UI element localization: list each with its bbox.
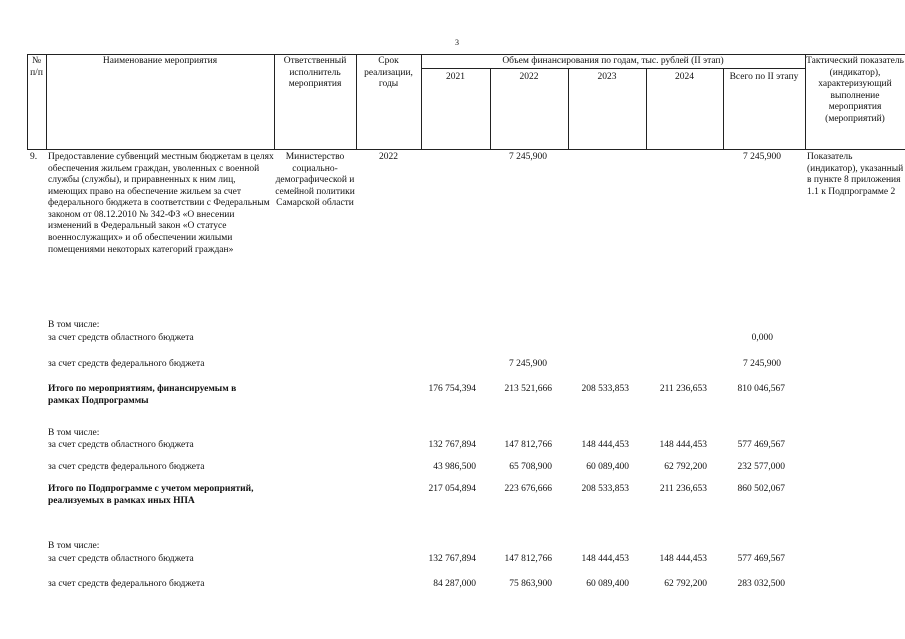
total-sub-label: Итого по мероприятиям, финансируемым в рамках Подпрограммы bbox=[48, 384, 237, 406]
total-npa-label: Итого по Подпрограмме с учетом мероприятий, реализуемых в рамках иных НПА bbox=[48, 484, 254, 506]
row9-regional-label: за счет средств областного бюджета bbox=[48, 333, 194, 343]
row9-federal-label: за счет средств федерального бюджета bbox=[48, 359, 205, 369]
total-npa-federal-2024: 62 792,200 bbox=[664, 579, 707, 589]
total-sub-incl: В том числе: bbox=[48, 428, 100, 438]
total-npa-2024: 211 236,653 bbox=[659, 484, 707, 494]
total-npa-total: 860 502,067 bbox=[737, 484, 785, 494]
header-total: Всего по II этапу bbox=[729, 72, 799, 82]
header-executor: Ответственный исполнитель мероприятия bbox=[283, 56, 347, 90]
row9-executor: Министерство социально-демографической и семейной политики Самарской области bbox=[275, 152, 355, 209]
total-sub-regional-total: 577 469,567 bbox=[737, 440, 785, 450]
total-npa-federal-2023: 60 089,400 bbox=[586, 579, 629, 589]
total-sub-regional-2024: 148 444,453 bbox=[659, 440, 707, 450]
total-sub-2022: 213 521,666 bbox=[504, 384, 552, 394]
row9-regional-total: 0,000 bbox=[751, 333, 773, 343]
row9-federal-2022: 7 245,900 bbox=[509, 359, 547, 369]
page-number: 3 bbox=[455, 38, 459, 47]
total-sub-federal-2024: 62 792,200 bbox=[664, 462, 707, 472]
total-npa-federal-label: за счет средств федерального бюджета bbox=[48, 579, 205, 589]
total-npa-regional-label: за счет средств областного бюджета bbox=[48, 554, 194, 564]
total-sub-regional-2022: 147 812,766 bbox=[504, 440, 552, 450]
total-npa-federal-2022: 75 863,900 bbox=[509, 579, 552, 589]
row9-2022: 7 245,900 bbox=[509, 152, 547, 162]
row9-incl: В том числе: bbox=[48, 320, 100, 330]
row9-total: 7 245,900 bbox=[743, 152, 781, 162]
total-sub-federal-2023: 60 089,400 bbox=[586, 462, 629, 472]
header-indicator: Тактический показатель (индикатор), характеризующий выполнение мероприятия (мероприятий) bbox=[806, 56, 904, 124]
total-npa-regional-total: 577 469,567 bbox=[737, 554, 785, 564]
row9-indicator: Показатель (индикатор), указанный в пункте 8 приложения 1.1 к Подпрограмме 2 bbox=[807, 152, 904, 197]
row9-name: Предоставление субвенций местным бюджетам в целях обеспечения жильем граждан, уволенных с военной службы (службы), и приравненных к ним лиц, имеющих право на обеспечение жильем за счет федерального бюджета в соответствии с Федеральным законом от 08.12.2010 № 342-ФЗ «О внесении изменений в Федеральный закон «О статусе военнослужащих» и об обеспечении жилыми помещениями некоторых категорий граждан» bbox=[48, 152, 274, 255]
header-year-2021: 2021 bbox=[446, 72, 465, 82]
row9-term: 2022 bbox=[379, 152, 398, 162]
total-sub-federal-total: 232 577,000 bbox=[737, 462, 785, 472]
row9-num: 9. bbox=[30, 152, 38, 162]
total-sub-federal-2021: 43 986,500 bbox=[433, 462, 476, 472]
total-sub-regional-2023: 148 444,453 bbox=[581, 440, 629, 450]
total-sub-2023: 208 533,853 bbox=[581, 384, 629, 394]
total-sub-federal-2022: 65 708,900 bbox=[509, 462, 552, 472]
total-sub-2024: 211 236,653 bbox=[659, 384, 707, 394]
total-npa-2023: 208 533,853 bbox=[581, 484, 629, 494]
total-npa-federal-total: 283 032,500 bbox=[737, 579, 785, 589]
header-finance: Объем финансирования по годам, тыс. рублей (II этап) bbox=[502, 56, 724, 66]
header-term: Срок реализации, годы bbox=[364, 56, 413, 90]
header-name: Наименование мероприятия bbox=[102, 56, 218, 66]
total-npa-2022: 223 676,666 bbox=[504, 484, 552, 494]
total-npa-regional-2023: 148 444,453 bbox=[581, 554, 629, 564]
total-npa-2021: 217 054,894 bbox=[428, 484, 476, 494]
total-npa-incl: В том числе: bbox=[48, 541, 100, 551]
total-sub-total: 810 046,567 bbox=[737, 384, 785, 394]
header-year-2022: 2022 bbox=[519, 72, 539, 82]
total-sub-federal-label: за счет средств федерального бюджета bbox=[48, 462, 205, 472]
header-num: № п/п bbox=[30, 56, 43, 78]
total-sub-regional-2021: 132 767,894 bbox=[428, 440, 476, 450]
header-year-2023: 2023 bbox=[597, 72, 617, 82]
total-npa-regional-2021: 132 767,894 bbox=[428, 554, 476, 564]
total-npa-federal-2021: 84 287,000 bbox=[433, 579, 476, 589]
header-year-2024: 2024 bbox=[675, 72, 694, 82]
total-npa-regional-2022: 147 812,766 bbox=[504, 554, 552, 564]
total-npa-regional-2024: 148 444,453 bbox=[659, 554, 707, 564]
total-sub-2021: 176 754,394 bbox=[428, 384, 476, 394]
row9-federal-total: 7 245,900 bbox=[743, 359, 781, 369]
total-sub-regional-label: за счет средств областного бюджета bbox=[48, 440, 194, 450]
